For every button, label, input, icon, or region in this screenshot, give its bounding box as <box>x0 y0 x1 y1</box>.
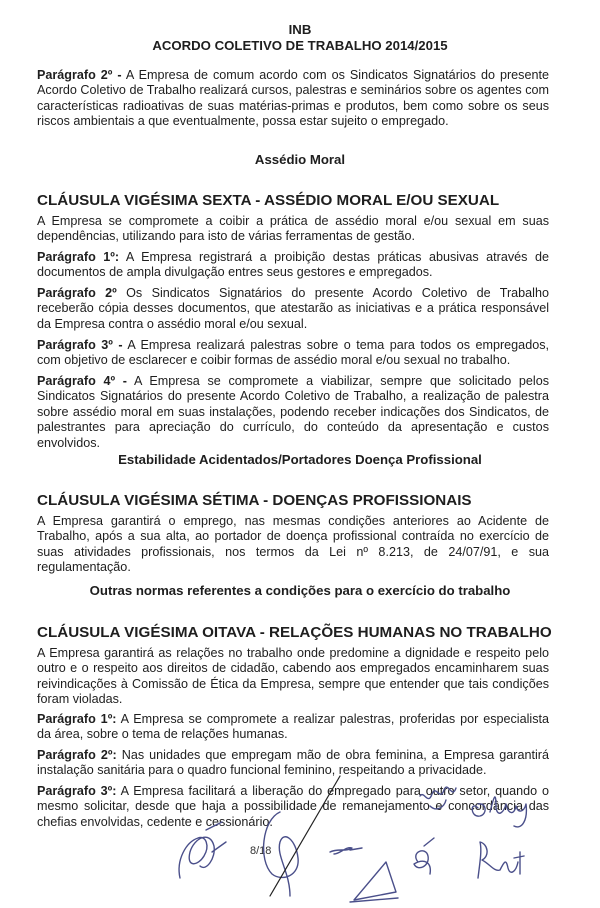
paragraph-label: Parágrafo 1º: <box>37 712 117 726</box>
section-heading-assedio: Assédio Moral <box>254 152 346 167</box>
paragraph-label: Parágrafo 4º - <box>37 374 127 388</box>
paragraph-text: A Empresa se compromete a viabilizar, sempre que solicitado pelos Sindicatos Signatários do presente Acordo Coletivo de Trabalho, a realização de palestra sobre assédio moral em suas instalações, podendo receber indicações dos Sindicatos, de palestrantes para apreciação do currículo, do conteúdo da apresentação e custos envolvidos. <box>37 374 549 450</box>
paragraph-label: Parágrafo 1º: <box>37 250 120 264</box>
clause-27-title: CLÁUSULA VIGÉSIMA SÉTIMA - DOENÇAS PROFISSIONAIS <box>37 492 472 509</box>
paragraph-label: Parágrafo 2º: <box>37 748 117 762</box>
clause-27-body: A Empresa garantirá o emprego, nas mesmas condições anteriores ao Acidente de Trabalho, após a sua alta, ao portador de doença profissional contraída no exercício de suas atividades profissionais, nos termos da Lei nº 8.213, de 24/07/91, e sua regulamentação. <box>37 514 549 575</box>
clause-28-title: CLÁUSULA VIGÉSIMA OITAVA - RELAÇÕES HUMANAS NO TRABALHO <box>37 624 552 641</box>
clause-26-body: A Empresa se compromete a coibir a prática de assédio moral e/ou sexual em suas dependências, utilizando para isto de várias ferramentas de gestão. <box>37 214 549 244</box>
section-heading-estabilidade: Estabilidade Acidentados/Portadores Doença Profissional <box>118 452 482 467</box>
paragraph-text: A Empresa facilitará a liberação do empregado para outro setor, quando o mesmo solicitar, desde que haja a possibilidade de remanejamento e concordância das chefias envolvidas, cedente e cessionário. <box>37 784 550 829</box>
clause-28-body: A Empresa garantirá as relações no trabalho onde predomine a dignidade e respeito pelo outro e o respeito aos direitos de cidadão, cabendo aos empregados encaminharem suas reivindicações à Comissão de Ética da Empresa, sempre que entender que tais condições foram violadas. <box>37 646 549 707</box>
document-title: ACORDO COLETIVO DE TRABALHO 2014/2015 <box>152 38 448 53</box>
paragraph-text: A Empresa se compromete a realizar palestras, proferidas por especialista da área, sobre o tema de relações humanas. <box>37 712 549 742</box>
paragraph-label: Parágrafo 2º <box>37 286 117 300</box>
paragraph-text: Os Sindicatos Signatários do presente Acordo Coletivo de Trabalho receberão cópia desses documentos, que atestarão as iniciativas e a prática responsável da Empresa contra o assédio moral e/ou sexual. <box>37 286 549 331</box>
paragraph-text: Nas unidades que empregam mão de obra feminina, a Empresa garantirá instalação sanitária para o quadro funcional feminino, respeitando a privacidade. <box>37 748 549 778</box>
paragraph-text: A Empresa de comum acordo com os Sindicatos Signatários do presente Acordo Coletivo de Trabalho realizará cursos, palestras e seminários sobre os agentes com características radioativas de suas matérias-primas e produtos, bem como sobre os seus riscos ambientais a que eventualmente, possa estar sujeito o empregado. <box>37 68 549 129</box>
org-name: INB <box>288 22 312 37</box>
paragraph-label: Parágrafo 3º: <box>37 784 117 798</box>
page-number: 8/18 <box>250 845 272 857</box>
paragraph-text: A Empresa registrará a proibição destas práticas abusivas através de documentos de ampla divulgação entres seus gestores e empregados. <box>37 250 549 280</box>
clause-26-title: CLÁUSULA VIGÉSIMA SEXTA - ASSÉDIO MORAL E/OU SEXUAL <box>37 192 500 209</box>
paragraph-label: Parágrafo 2º - <box>37 68 122 82</box>
paragraph-label: Parágrafo 3º - <box>37 338 123 352</box>
paragraph-text: A Empresa realizará palestras sobre o tema para todos os empregados, com objetivo de esclarecer e coibir formas de assédio moral e/ou sexual no trabalho. <box>37 338 549 368</box>
section-heading-outras-normas: Outras normas referentes a condições para o exercício do trabalho <box>89 583 511 598</box>
